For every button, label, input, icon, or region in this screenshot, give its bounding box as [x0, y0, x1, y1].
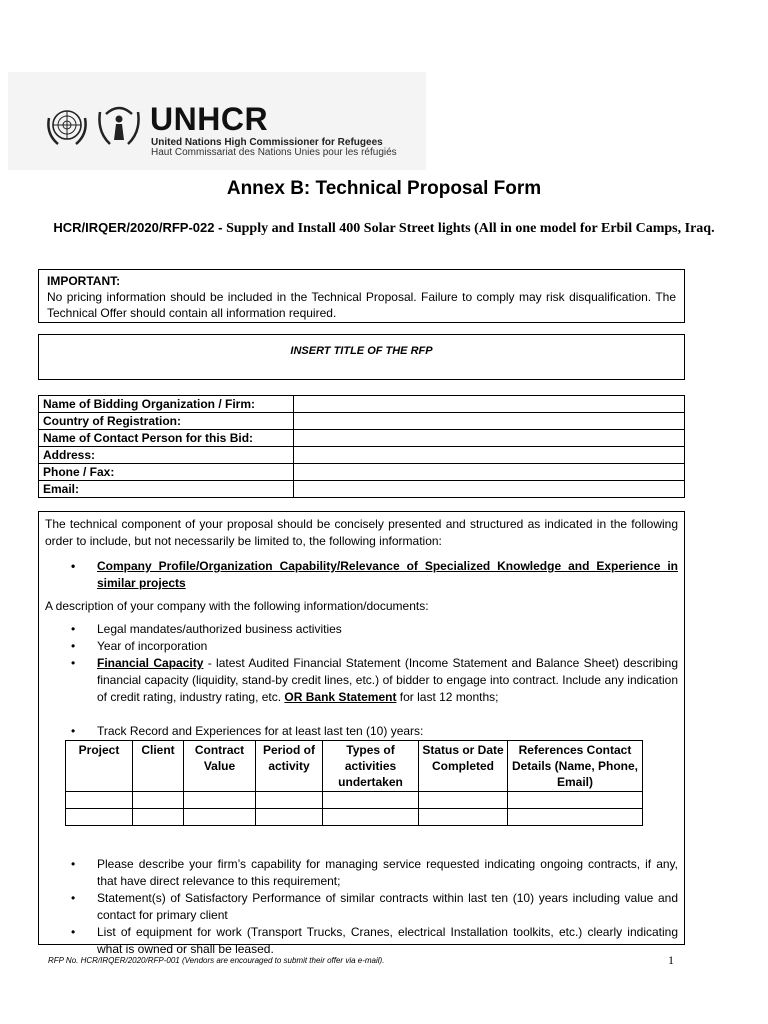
field-value[interactable] — [294, 396, 685, 413]
field-label: Phone / Fax: — [39, 464, 294, 481]
important-text: No pricing information should be included in the Technical Proposal. Failure to comply may risk disqualification. The Technical Offer should contain all information required. — [47, 290, 676, 320]
table-row — [39, 413, 685, 430]
table-row — [39, 396, 685, 413]
column-header: References Contact Details (Name, Phone, Email) — [508, 741, 643, 792]
list-item: • Please describe your firm’s capability for managing service requested indicating ongoing contracts, if any, that have direct relevance to this requirement; — [71, 856, 678, 890]
field-value[interactable] — [294, 464, 685, 481]
rfp-title-placeholder: INSERT TITLE OF THE RFP — [290, 345, 433, 357]
important-notice — [38, 269, 685, 323]
list-item: • Financial Capacity - latest Audited Financial Statement (Income Statement and Balance Sheet) describing financial capacity (liquidity, stand-by credit lines, etc.) of bidder to engage into contract. Include any indication of credit rating, industry rating, etc. OR Bank Statement for last 12 months; — [71, 655, 678, 706]
table-row — [66, 809, 643, 826]
table-cell[interactable] — [323, 792, 419, 809]
field-value[interactable] — [294, 481, 685, 498]
table-cell[interactable] — [66, 792, 133, 809]
rfp-title-box[interactable] — [38, 334, 685, 380]
description-intro: A description of your company with the following information/documents: — [45, 599, 429, 613]
unhcr-logo — [44, 100, 424, 160]
field-label: Name of Contact Person for this Bid: — [39, 430, 294, 447]
field-label: Name of Bidding Organization / Firm: — [39, 396, 294, 413]
column-header: Project — [66, 741, 133, 792]
table-row — [39, 481, 685, 498]
rfp-description: Supply and Install 400 Solar Street lights (All in one model for Erbil Camps, Iraq. — [226, 221, 715, 236]
table-cell[interactable] — [508, 809, 643, 826]
table-row — [39, 464, 685, 481]
list-item: • Legal mandates/authorized business activities — [71, 621, 678, 638]
technical-intro: The technical component of your proposal should be concisely presented and structured as indicated in the following order to include, but not necessarily be limited to, the following information: — [45, 517, 678, 548]
table-cell[interactable] — [66, 809, 133, 826]
list-item: • Statement(s) of Satisfactory Performance of similar contracts within last ten (10) years including value and contact for primary client — [71, 890, 678, 924]
table-cell[interactable] — [133, 792, 184, 809]
unhcr-name-fr: Haut Commissariat des Nations Unies pour les réfugiés — [151, 147, 397, 158]
table-header-row — [66, 741, 643, 792]
column-header: Period of activity — [256, 741, 323, 792]
table-cell[interactable] — [419, 792, 508, 809]
table-row — [39, 447, 685, 464]
column-header: Client — [133, 741, 184, 792]
field-value[interactable] — [294, 447, 685, 464]
field-label: Country of Registration: — [39, 413, 294, 430]
field-label: Address: — [39, 447, 294, 464]
list-item: • Year of incorporation — [71, 638, 678, 655]
column-header: Contract Value — [184, 741, 256, 792]
document-subtitle — [44, 218, 724, 239]
bank-statement-label: OR Bank Statement — [284, 690, 397, 704]
section-heading: • Company Profile/Organization Capability/Relevance of Specialized Knowledge and Experience in similar projects — [71, 558, 678, 592]
table-cell[interactable] — [184, 792, 256, 809]
section-list — [71, 558, 678, 592]
track-record-table — [65, 740, 643, 826]
table-cell[interactable] — [184, 809, 256, 826]
field-label: Email: — [39, 481, 294, 498]
table-cell[interactable] — [256, 792, 323, 809]
table-cell[interactable] — [256, 809, 323, 826]
bidder-info-table — [38, 395, 685, 498]
unhcr-name-en: United Nations High Commissioner for Refugees — [151, 137, 383, 148]
financial-capacity-label: Financial Capacity — [97, 656, 204, 670]
important-heading: IMPORTANT: — [47, 274, 121, 288]
technical-component-box — [38, 511, 685, 956]
table-cell[interactable] — [508, 792, 643, 809]
capability-list — [71, 856, 678, 958]
table-row — [39, 430, 685, 447]
column-header: Types of activities undertaken — [323, 741, 419, 792]
page-number: 1 — [668, 953, 674, 967]
list-item: • List of equipment for work (Transport Trucks, Cranes, electrical Installation toolkits, etc.) clearly indicating what is owned or shall be leased. — [71, 924, 678, 958]
column-header: Status or Date Completed — [419, 741, 508, 792]
rfp-reference: HCR/IRQER/2020/RFP-022 - — [53, 220, 227, 235]
table-cell[interactable] — [133, 809, 184, 826]
table-row — [66, 792, 643, 809]
field-value[interactable] — [294, 413, 685, 430]
unhcr-wordmark: UNHCR — [150, 101, 269, 137]
table-cell[interactable] — [323, 809, 419, 826]
unhcr-emblem-icon — [96, 100, 142, 150]
field-value[interactable] — [294, 430, 685, 447]
table-cell[interactable] — [419, 809, 508, 826]
un-emblem-icon — [44, 104, 90, 150]
document-title: Annex B: Technical Proposal Form — [226, 178, 542, 199]
page-footer: RFP No. HCR/IRQER/2020/RFP-001 (Vendors are encouraged to submit their offer via e-mail). — [48, 956, 385, 965]
list-item: • Track Record and Experiences for at least last ten (10) years: — [71, 723, 678, 740]
requirements-list — [71, 621, 678, 740]
